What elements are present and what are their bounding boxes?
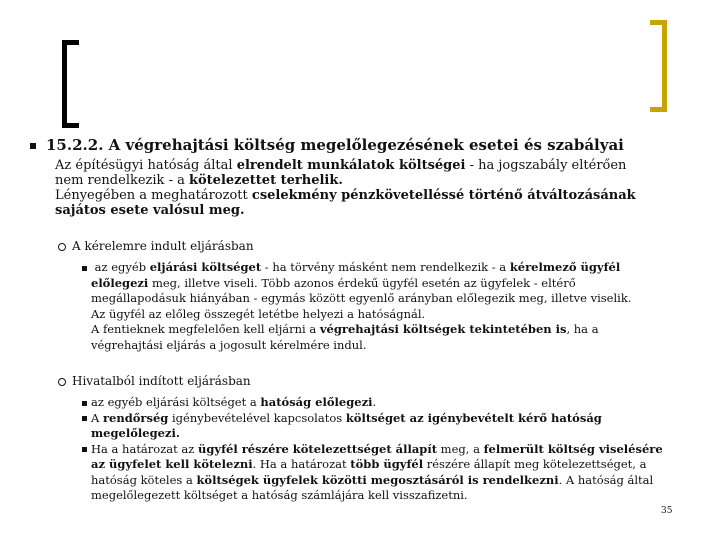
case2-details — [82, 395, 690, 504]
case1-details — [82, 260, 690, 353]
text: Az építésügyi hatóság által — [55, 158, 237, 173]
text: végrehajtási eljárás a jogosult kérelmére indul. — [91, 337, 367, 352]
text: részére állapít meg kötelezettséget, a — [423, 457, 647, 471]
text: - ha jogszabály eltérően — [465, 158, 627, 173]
square-bullet-icon — [82, 266, 87, 271]
text: több ügyfél — [350, 457, 424, 471]
text: az egyéb eljárási költséget a — [91, 395, 261, 409]
text: megelőlegezi. — [91, 426, 180, 440]
text: cselekmény pénzkövetelléssé történő átváltozásának — [251, 188, 636, 203]
square-bullet-icon — [82, 447, 87, 452]
text: ügyfél részére kötelezettséget állapít — [197, 441, 438, 456]
right-bracket-decoration — [650, 20, 667, 112]
text: az egyéb — [91, 260, 150, 274]
text: kérelmező ügyfél — [509, 260, 621, 274]
text: , ha a — [566, 322, 599, 336]
case2-label: Hivatalból indított eljárásban — [72, 374, 251, 388]
intro-paragraph — [55, 158, 705, 218]
text: megállapodásuk hiányában - egymás között egyenlő arányban előlegezik meg, illetve viselik. — [91, 291, 632, 305]
text: felmerült költség viselésére — [483, 441, 663, 456]
text: . Ha a határozat — [252, 457, 351, 471]
text: kötelezettet terhelik. — [188, 173, 343, 188]
text: hatóság előlegezi — [260, 395, 373, 409]
text: az ügyfelet kell kötelezni — [91, 457, 253, 471]
square-bullet-icon — [82, 401, 87, 406]
text: meg, a — [437, 441, 484, 456]
text: rendőrség — [102, 410, 169, 425]
text: Lényegében a meghatározott — [55, 188, 252, 203]
text: A — [91, 410, 103, 425]
slide-heading — [30, 136, 624, 154]
text: - ha törvény másként nem rendelkezik - a — [261, 260, 510, 274]
case1-label: A kérelemre indult eljárásban — [72, 239, 254, 253]
circle-bullet-icon — [58, 243, 66, 251]
left-bracket-decoration — [62, 40, 79, 128]
text: végrehajtási költségek tekintetében is — [319, 322, 567, 336]
text: hatóság köteles a — [91, 472, 197, 487]
text: Ha a határozat az — [91, 441, 198, 456]
case2-heading — [58, 374, 251, 388]
text: igénybevételével kapcsolatos — [168, 410, 346, 425]
text: A fentieknek megfelelően kell eljárni a — [91, 322, 320, 336]
text: költséget az igénybevételt kérő hatóság — [345, 410, 602, 425]
circle-bullet-icon — [58, 378, 66, 386]
text: elrendelt munkálatok költségei — [236, 158, 466, 173]
text: költségek ügyfelek közötti megosztásáról is rendelkezni — [196, 472, 559, 487]
square-bullet-icon — [82, 416, 87, 421]
text: . — [372, 395, 377, 409]
text: . A hatóság által — [558, 472, 654, 487]
text: előlegezi — [91, 275, 149, 290]
case1-heading — [58, 239, 254, 253]
square-bullet-icon — [30, 143, 36, 149]
text: megelőlegezett költséget a hatóság számlájára kell visszafizetni. — [91, 488, 468, 502]
text: eljárási költséget — [149, 260, 262, 274]
heading-text: 15.2.2. A végrehajtási költség megelőlegezésének esetei és szabályai — [46, 136, 624, 154]
text: meg, illetve viseli. Több azonos érdekű ügyfél esetén az ügyfelek - eltérő — [148, 275, 576, 290]
text: nem rendelkezik - a — [55, 173, 189, 188]
text: Az ügyfél az előleg összegét letétbe helyezi a hatóságnál. — [91, 306, 426, 321]
text: sajátos esete valósul meg. — [55, 203, 245, 218]
page-number: 35 — [661, 506, 673, 516]
